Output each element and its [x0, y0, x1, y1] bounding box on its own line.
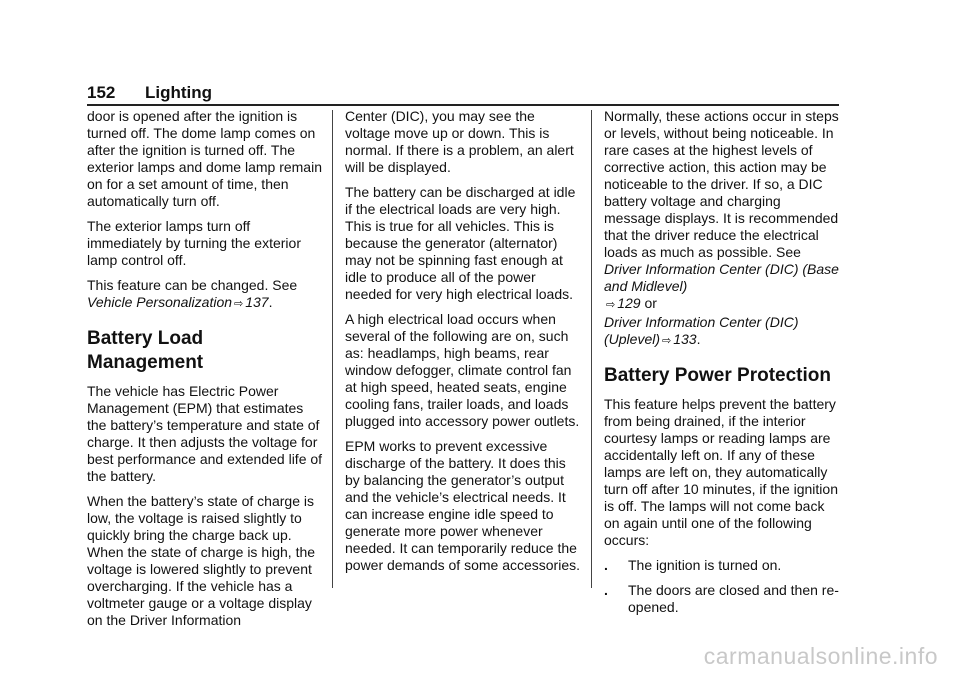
column-1	[87, 108, 323, 637]
list-item	[604, 557, 840, 574]
list-item-text: The doors are closed and then re-opened.	[628, 582, 839, 615]
reference-title: Driver Information Center (DIC) (Uplevel)	[604, 314, 799, 347]
page-number: 152	[87, 83, 116, 102]
cross-reference-link[interactable]	[604, 261, 839, 311]
cross-reference-link[interactable]	[87, 294, 269, 310]
conjunction: or	[640, 295, 657, 311]
paragraph	[604, 108, 840, 350]
paragraph: Center (DIC), you may see the voltage move up or down. This is normal. If there is a problem, an alert will be displayed.	[345, 108, 574, 175]
paragraph: The vehicle has Electric Power Management (EPM) that estimates the battery’s temperature and state of charge. It then adjusts the voltage for best performance and extended life of the battery.	[87, 383, 323, 484]
column-divider-1	[332, 110, 333, 588]
watermark: carmanualsonline.info	[703, 643, 938, 669]
reference-title: Vehicle Personalization	[87, 294, 233, 310]
paragraph	[87, 277, 323, 313]
paragraph: door is opened after the ignition is turned off. The dome lamp comes on after the ignition is turned off. The exterior lamps and dome lamp remain on for a set amount of time, then automatically turn off.	[87, 108, 322, 209]
bullet-icon: .	[604, 557, 608, 573]
page-reference-arrow-icon: ⇨	[606, 299, 616, 311]
section-heading: Battery Load Management	[87, 328, 204, 373]
page-header	[87, 82, 212, 104]
bullet-list	[604, 557, 840, 616]
paragraph-text: This feature can be changed. See	[87, 277, 298, 293]
paragraph-text: Normally, these actions occur in steps or levels, without being noticeable. In rare cases at the highest levels of corrective action, this action may be noticeable to the driver. If so, a DIC battery voltage and charging message displays. It is recommended that the driver reduce the electrical loads as much as possible. See	[604, 108, 839, 260]
page-reference-arrow-icon: ⇨	[662, 335, 672, 347]
paragraph: A high electrical load occurs when several of the following are on, such as: headlamps, high beams, rear window defogger, climate control fan at high speed, heated seats, engine cooling fans, trailer loads, and loads plugged into accessory power outlets.	[345, 311, 580, 429]
column-3	[604, 108, 840, 624]
chapter-title: Lighting	[145, 83, 213, 102]
bullet-icon: .	[604, 582, 608, 598]
header-rule	[87, 104, 839, 106]
reference-page: 137	[245, 294, 269, 310]
column-2	[345, 108, 581, 582]
list-item-text: The ignition is turned on.	[628, 557, 782, 573]
column-divider-2	[591, 110, 592, 588]
paragraph: EPM works to prevent excessive discharge of the battery. It does this by balancing the generator’s output and the vehicle’s electrical needs. It can increase engine idle speed to generate more power whenever needed. It can temporarily reduce the power demands of some accessories.	[345, 438, 580, 573]
section-heading: Battery Power Protection	[604, 365, 831, 386]
reference-title: Driver Information Center (DIC) (Base and Midlevel)	[604, 261, 839, 294]
paragraph-end: .	[268, 294, 273, 310]
paragraph: This feature helps prevent the battery from being drained, if the interior courtesy lamps or reading lamps are accidentally left on. If any of these lamps are left on, they automatically turn off after 10 minutes, if the ignition is off. The lamps will not come back on again until one of the following occurs:	[604, 396, 838, 548]
reference-page: 133	[673, 331, 697, 347]
list-item	[604, 582, 840, 616]
page-reference-arrow-icon: ⇨	[234, 298, 244, 310]
cross-reference-link[interactable]	[604, 314, 799, 347]
paragraph: The battery can be discharged at idle if the electrical loads are very high. This is true for all vehicles. This is because the generator (alternator) may not be spinning fast enough at idle to produce all of the power needed for very high electrical loads.	[345, 184, 576, 302]
paragraph-end: .	[696, 331, 701, 347]
reference-page: 129	[617, 295, 641, 311]
paragraph: When the battery’s state of charge is low, the voltage is raised slightly to quickly bring the charge back up. When the state of charge is high, the voltage is lowered slightly to prevent overcharging. If the vehicle has a voltmeter gauge or a voltage display on the Driver Information	[87, 493, 316, 628]
paragraph: The exterior lamps turn off immediately by turning the exterior lamp control off.	[87, 218, 301, 268]
